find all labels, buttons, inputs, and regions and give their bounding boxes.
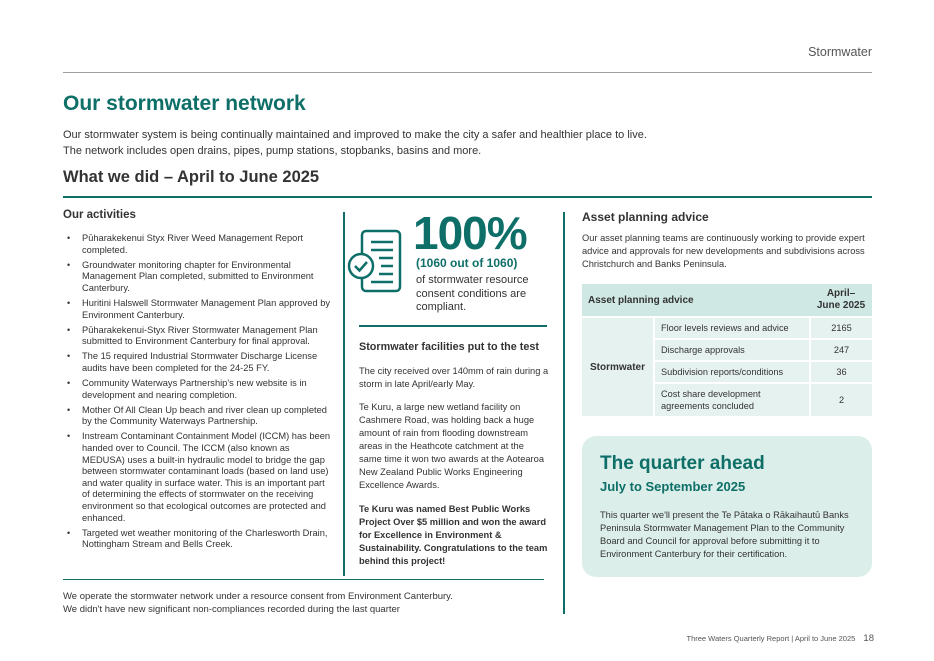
quarter-ahead-subtitle: July to September 2025 [600,479,746,494]
table-cell-label: Subdivision reports/conditions [654,361,810,383]
table-header-period: April–June 2025 [810,284,872,317]
footer-report: Three Waters Quarterly Report | April to June 2025 [686,634,856,643]
intro-line: Our stormwater system is being continually maintained and improved to make the city a safer and healthier place to live. [63,129,647,141]
table-cell-label: Cost share development agreements concluded [654,383,810,416]
column-divider [343,212,345,576]
list-item: • The 15 required Industrial Stormwater Discharge License audits have been completed for the 24-25 FY. [66,351,332,374]
table-group-label: Stormwater [582,317,654,416]
list-item: • Targeted wet weather monitoring of the Charlesworth Drain, Nottingham Stream and Bells Creek. [66,528,332,551]
table-row [582,317,872,339]
table-header-row [582,284,872,317]
asset-planning-heading: Asset planning advice [582,210,709,224]
table-cell-label: Discharge approvals [654,339,810,361]
activities-heading: Our activities [63,209,136,221]
table-cell-value: 247 [810,339,872,361]
column-divider [563,212,565,614]
compliance-percent: 100% [413,207,527,259]
quarter-ahead-text: This quarter we'll present the Te Pātaka o Rākaihautū Banks Peninsula Stormwater Management Plan to the Community Board and Council for approval before submitting it to Environment Canterbury for their certification. [600,510,849,559]
facilities-highlight: Te Kuru was named Best Public Works Project Over $5 million and won the award for Excellence in Environment & Sustainability. Congratulations to the team behind this project! [359,504,548,566]
operate-line: We didn't have new significant non-compliances recorded during the last quarter [63,604,400,615]
intro-text [63,127,823,159]
table-cell-value: 2 [810,383,872,416]
page-title: Our stormwater network [63,92,306,115]
intro-line: The network includes open drains, pipes, pump stations, stopbanks, basins and more. [63,145,482,157]
document-check-icon [346,228,408,296]
quarter-ahead-title: The quarter ahead [600,453,765,474]
list-item: • Pūharakekenui Styx River Weed Management Report completed. [66,233,332,256]
operate-divider [63,579,544,580]
list-item: • Instream Contaminant Containment Model (ICCM) has been handed over to Council. The ICCM (also known as MEDUSA) uses a built-in hydraulic model to bridge the gap between stormwater contaminant loads (based on land use) and water quality in surface water. This is an important part of determining the effects of stormwater on the receiving environment so that ecological outcomes are protected and enhanced. [66,431,332,524]
list-item: • Groundwater monitoring chapter for Environmental Management Plan completed, submitted to Environment Canterbury. [66,260,332,295]
facilities-paragraph: Te Kuru, a large new wetland facility on Cashmere Road, was holding back a huge amount of rain from flooding downstream areas in the Heathcote catchment at the same time it won two awards at the Aotearoa New Zealand Public Works Engineering Excellence Awards. [359,402,544,490]
operate-note [63,590,533,616]
table-header-label: Asset planning advice [582,284,810,317]
list-item: • Huritini Halswell Stormwater Management Plan approved by Environment Canterbury. [66,298,332,321]
top-divider [63,72,872,73]
activities-list [66,233,332,554]
page-number: 18 [863,633,874,644]
table-cell-value: 36 [810,361,872,383]
section-subtitle: What we did – April to June 2025 [63,168,320,186]
compliance-fraction: (1060 out of 1060) [416,256,518,270]
table-cell-value: 2165 [810,317,872,339]
list-item: • Community Waterways Partnership's new website is in development and nearing completion. [66,378,332,401]
list-item: • Mother Of All Clean Up beach and river clean up completed by the Community Waterways Partnership. [66,405,332,428]
asset-planning-description: Our asset planning teams are continuously working to provide expert advice and approvals for new developments and subdivisions across Christchurch and Banks Peninsula. [582,233,865,269]
table-cell-label: Floor levels reviews and advice [654,317,810,339]
facilities-paragraph: The city received over 140mm of rain during a storm in late April/early May. [359,366,549,389]
list-item: • Pūharakekenui-Styx River Stormwater Management Plan submitted to Environment Canterbury for final approval. [66,325,332,348]
operate-line: We operate the stormwater network under a resource consent from Environment Canterbury. [63,591,453,602]
section-tag: Stormwater [808,45,872,59]
facilities-heading: Stormwater facilities put to the test [359,341,539,353]
compliance-description: of stormwater resource consent conditions are compliant. [416,274,529,313]
section-divider [63,196,872,198]
page-footer [686,633,874,644]
middle-divider [359,325,547,327]
asset-planning-table [582,284,872,416]
